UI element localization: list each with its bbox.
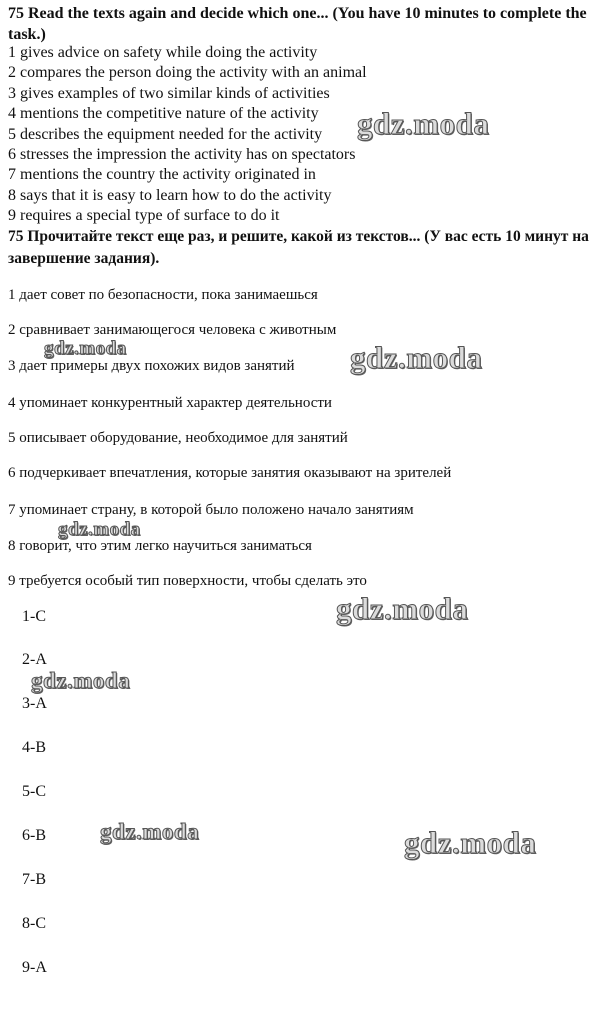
answer-2: 2-A: [22, 651, 47, 668]
russian-item-1: 1 дает совет по безопасности, пока занимаешься: [8, 287, 318, 303]
russian-item-7: 7 упоминает страну, в которой было положено начало занятиям: [8, 502, 414, 518]
english-task-title: 75 Read the texts again and decide which one... (You have 10 minutes to complete the task.): [8, 5, 587, 43]
russian-item-5: 5 описывает оборудование, необходимое для занятий: [8, 430, 348, 446]
watermark: gdz.moda: [336, 591, 469, 626]
watermark: gdz.moda: [58, 519, 141, 540]
english-item-8: 8 says that it is easy to learn how to do the activity: [8, 186, 332, 204]
english-item-9: 9 requires a special type of surface to do it: [8, 207, 280, 225]
answer-1: 1-C: [22, 608, 46, 625]
russian-item-2: 2 сравнивает занимающегося человека с животным: [8, 322, 337, 338]
russian-item-9: 9 требуется особый тип поверхности, чтобы сделать это: [8, 573, 367, 589]
watermark: gdz.moda: [31, 668, 131, 693]
russian-item-3: 3 дает примеры двух похожих видов занятий: [8, 358, 295, 374]
russian-item-4: 4 упоминает конкурентный характер деятельности: [8, 395, 332, 411]
english-item-7: 7 mentions the country the activity originated in: [8, 166, 316, 184]
watermark: gdz.moda: [357, 106, 490, 141]
answer-6: 6-B: [22, 827, 46, 844]
english-item-6: 6 stresses the impression the activity has on spectators: [8, 146, 356, 164]
answer-8: 8-C: [22, 915, 46, 932]
watermark: gdz.moda: [350, 340, 483, 375]
russian-task-title: 75 Прочитайте текст еще раз, и решите, какой из текстов... (У вас есть 10 минут на завершение задания).: [8, 228, 589, 267]
english-item-5: 5 describes the equipment needed for the activity: [8, 125, 323, 143]
watermark: gdz.moda: [100, 819, 200, 844]
english-item-2: 2 compares the person doing the activity with an animal: [8, 64, 367, 82]
russian-item-8: 8 говорит, что этим легко научиться заниматься: [8, 538, 312, 554]
watermark: gdz.moda: [44, 338, 127, 359]
answer-5: 5-C: [22, 783, 46, 800]
answer-9: 9-A: [22, 959, 47, 976]
russian-item-6: 6 подчеркивает впечатления, которые занятия оказывают на зрителей: [8, 465, 452, 481]
watermark: gdz.moda: [404, 825, 537, 860]
english-item-4: 4 mentions the competitive nature of the activity: [8, 105, 319, 123]
english-task-list: [8, 43, 603, 227]
english-item-3: 3 gives examples of two similar kinds of activities: [8, 84, 330, 102]
answer-4: 4-B: [22, 739, 46, 756]
answer-7: 7-B: [22, 871, 46, 888]
english-item-1: 1 gives advice on safety while doing the activity: [8, 44, 318, 61]
answer-3: 3-A: [22, 695, 47, 712]
